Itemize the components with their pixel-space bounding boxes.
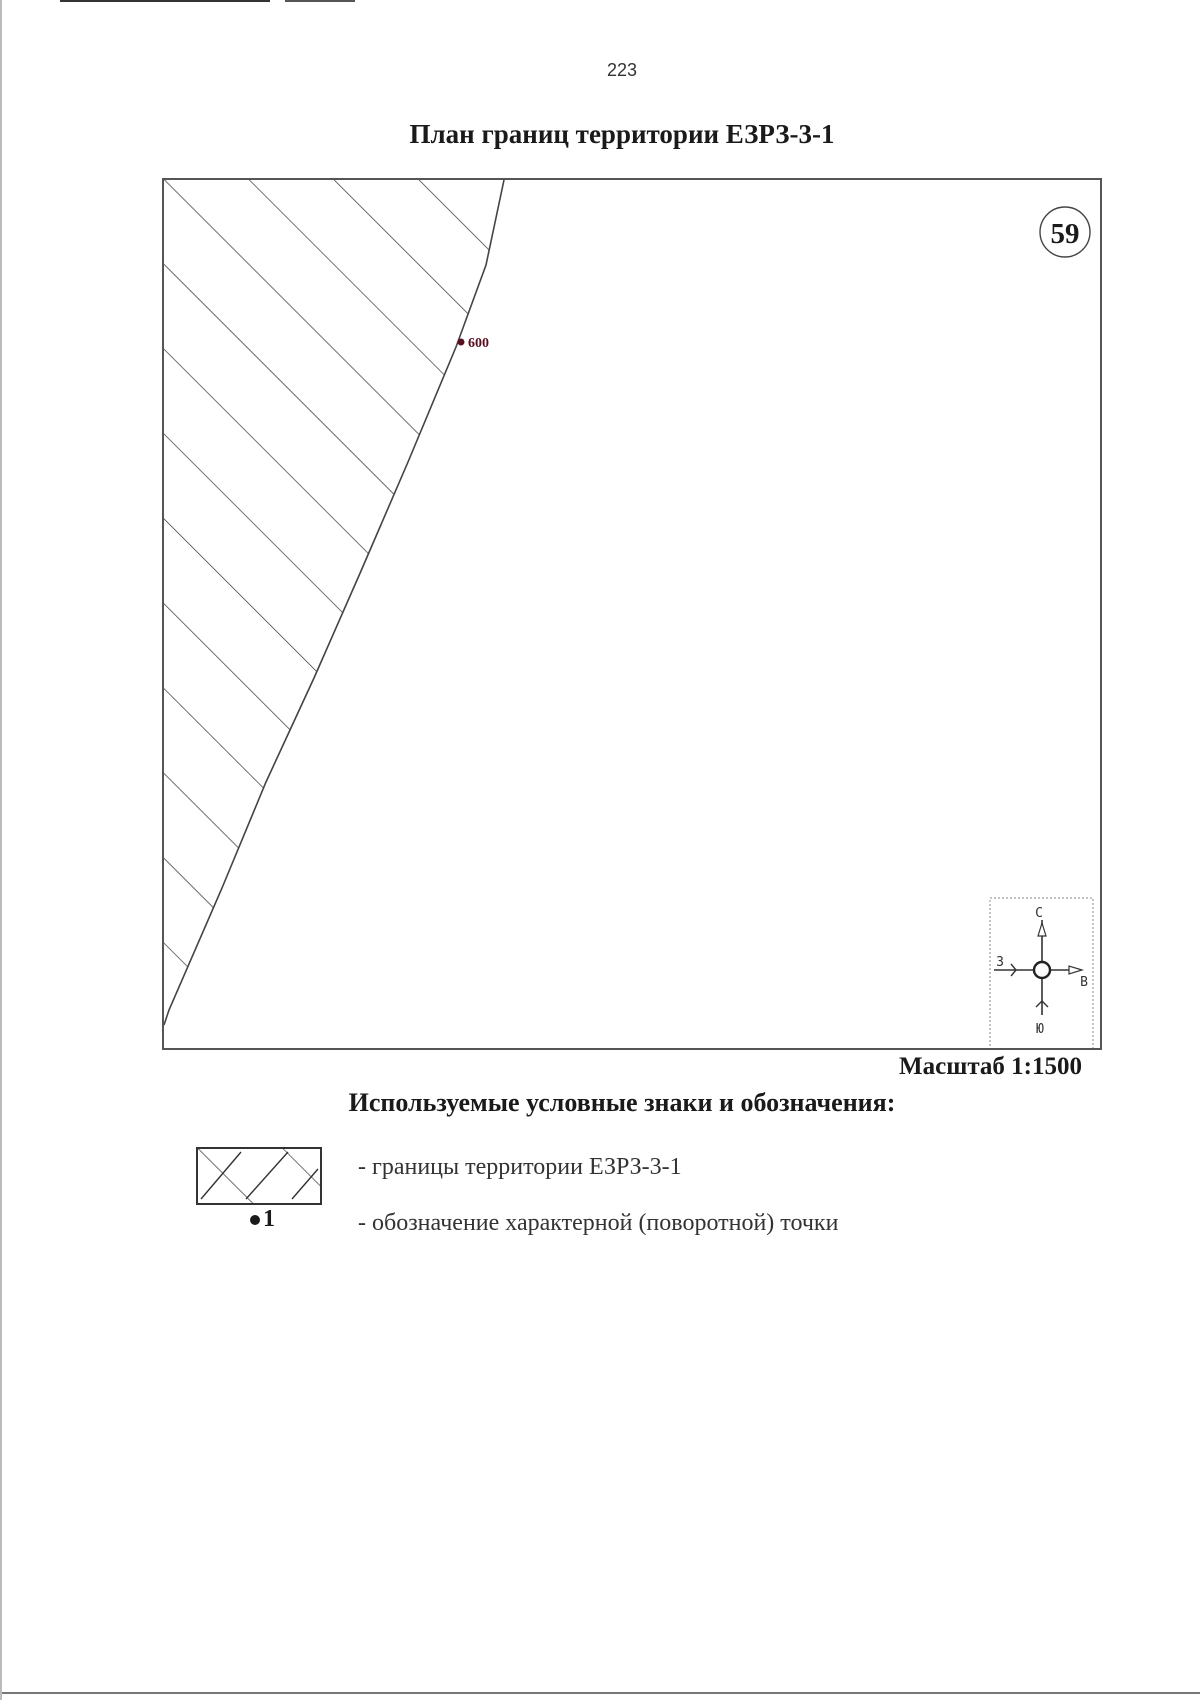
- turning-point-label: 600: [468, 336, 489, 351]
- sheet-number: 59: [1050, 218, 1080, 250]
- plan-title: План границ территории ЕЗРЗ-3-1: [409, 119, 835, 149]
- point-dot-icon: [250, 1215, 260, 1225]
- page-number: 223: [606, 60, 638, 80]
- compass-west-label: З: [996, 955, 1004, 970]
- legend-title: Используемые условные знаки и обозначения:: [348, 1088, 896, 1117]
- east-arrow-icon: [1069, 966, 1082, 974]
- map-canvas[interactable]: [164, 180, 1102, 1050]
- compass-south-label: Ю: [1036, 1022, 1044, 1037]
- legend-hatch-swatch: [196, 1147, 322, 1205]
- turning-point-marker[interactable]: [458, 339, 465, 346]
- scan-edge-left: [0, 0, 2, 1700]
- scan-edge-top-segment: [285, 0, 355, 2]
- north-arrow-icon: [1038, 923, 1046, 936]
- compass-rose: [990, 898, 1093, 1049]
- map-scale: Масштаб 1:1500: [899, 1053, 1082, 1080]
- scan-edge-top: [60, 0, 270, 2]
- territory-area[interactable]: [164, 180, 504, 1025]
- map-frame[interactable]: [162, 178, 1102, 1050]
- scan-edge-bottom: [0, 1692, 1200, 1694]
- legend-item-boundary: - границы территории ЕЗРЗ-3-1: [358, 1154, 682, 1180]
- compass-north-label: С: [1035, 906, 1043, 921]
- compass-east-label: В: [1080, 975, 1088, 990]
- legend-point-symbol: [250, 1206, 275, 1233]
- legend-point-label: 1: [263, 1206, 275, 1232]
- legend-item-point: - обозначение характерной (поворотной) точки: [358, 1210, 839, 1236]
